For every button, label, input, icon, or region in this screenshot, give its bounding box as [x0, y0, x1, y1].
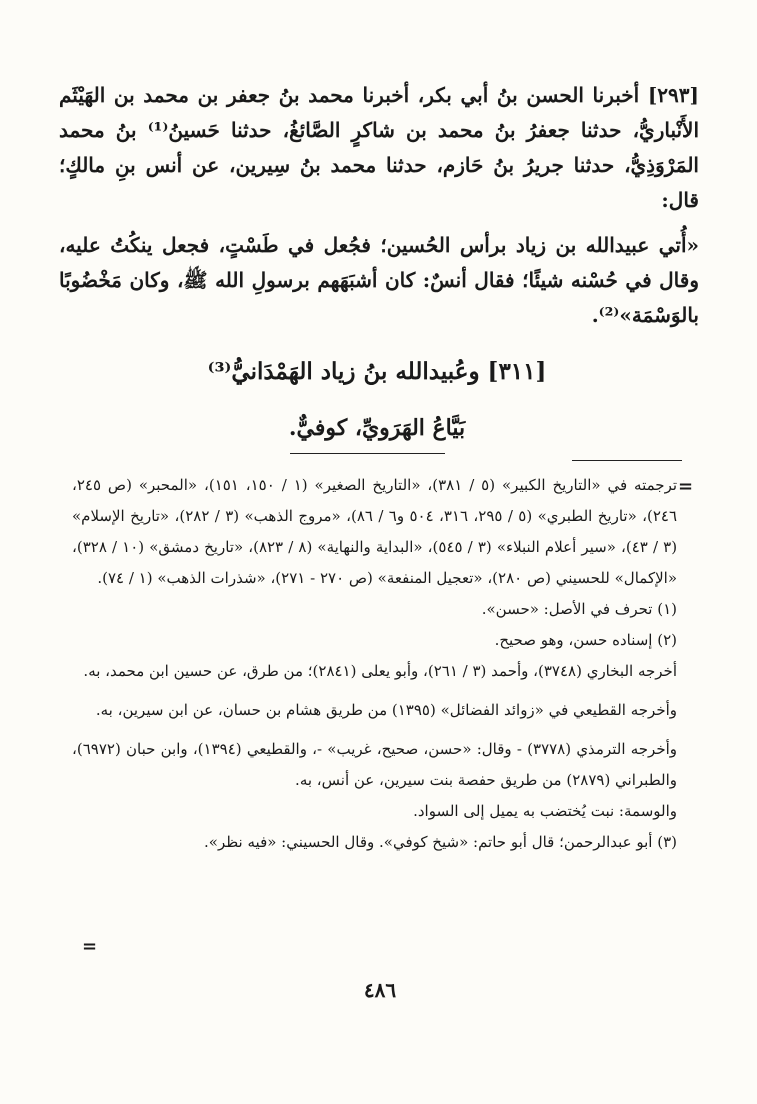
hadith-matn-paragraph: «أُتي عبيدالله بن زياد برأس الحُسين؛ فجُعل في طَسْتٍ، فجعل ينكُتُ عليه، وقال في حُسْنه شيئًا؛ فقال أنسٌ: كان أشبَهَهم برسولِ الله ﷺ، وكان مَخْضُوبًا بالوَسْمَة»⁽²⁾.: [59, 233, 699, 327]
footnote-takhrij-3: وأخرجه الترمذي (٣٧٧٨) - وقال: «حسن، صحيح، غريب» -، والقطيعي (١٣٩٤)، وابن حبان (٦٩٧٢)، والطبراني (٢٨٧٩) من طريق حفصة بنت سيرين، عن أنس، به.: [72, 740, 677, 789]
footnote-1: (١) تحرف في الأصل: «حسن».: [481, 600, 677, 618]
hadith-isnad-paragraph: [٢٩٣] أخبرنا الحسن بنُ أبي بكر، أخبرنا محمد بنُ جعفر بن محمد بن الهَيْثَم الأَنْباريُّ، حدثنا جعفرُ بنُ محمد بن شاكرٍ الصَّائغُ، حدثنا حَسينُ⁽¹⁾ بنُ محمد المَرْوَذِيُّ، حدثنا جريرُ بنُ حَازم، حدثنا محمد بنُ سِيرين، عن أنس بنِ مالكٍ؛ قال:: [59, 83, 700, 212]
entry-heading: [٣١١] وعُبيدالله بنُ زياد الهَمْدَانيُّ⁽³⁾: [207, 358, 547, 385]
footnote-2: (٢) إسناده حسن، وهو صحيح.: [494, 631, 677, 649]
entry-subheading: بَيَّاعُ الهَرَويِّ، كوفيٌّ.: [288, 415, 466, 441]
footnote-takhrij-2: وأخرجه القطيعي في «زوائد الفضائل» (١٣٩٥) من طريق هشام بن حسان، عن ابن سيرين، به.: [95, 701, 677, 719]
footnote-takhrij-1: أخرجه البخاري (٣٧٤٨)، وأحمد (٣ / ٢٦١)، وأبو يعلى (٢٨٤١)؛ من طرق، عن حسين ابن محمد، به.: [83, 662, 677, 680]
continuation-mark-bottom: =: [82, 936, 98, 957]
footnote-wasma: والوسمة: نبت يُختضب به يميل إلى السواد.: [413, 802, 677, 820]
footnote-biography: ترجمته في «التاريخ الكبير» (٥ / ٣٨١)، «التاريخ الصغير» (١ / ١٥٠، ١٥١)، «المحبر» (ص ٢٤٥، ٢٤٦)، «تاريخ الطبري» (٥ / ٢٩٥، ٣١٦، ٥٠٤ و٦ / ٨٦)، «مروج الذهب» (٣ / ٢٨٢)، «تاريخ الإسلام» (٣ / ٤٣)، «سير أعلام النبلاء» (٣ / ٥٤٥)، «البداية والنهاية» (٨ / ٨٢٣)، «تاريخ دمشق» (١٠ / ٣٢٨)، «الإكمال» للحسيني (ص ٢٨٠)، «تعجيل المنفعة» (ص ٢٧٠ - ٢٧١)، «شذرات الذهب» (١ / ٧٤).: [72, 476, 678, 587]
page-number: ٤٨٦: [363, 978, 397, 1002]
footnote-3: (٣) أبو عبدالرحمن؛ قال أبو حاتم: «شيخ كوفي». وقال الحسيني: «فيه نظر».: [204, 833, 677, 851]
footnotes: [72, 470, 677, 858]
main-text: [59, 78, 699, 343]
subheading-underline: [290, 453, 445, 454]
continuation-mark-top: =: [678, 476, 694, 497]
footnote-separator: [572, 460, 682, 461]
